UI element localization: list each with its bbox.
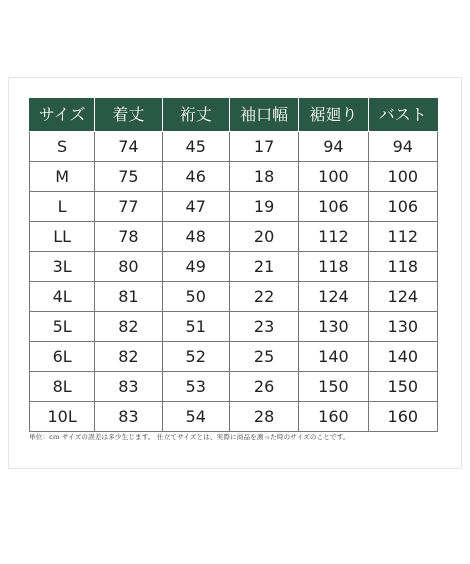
table-row [30, 342, 438, 372]
table-cell: 124 [368, 282, 437, 312]
size-label-cell: 5L [30, 312, 95, 342]
table-row [30, 252, 438, 282]
table-cell: 83 [95, 402, 162, 432]
table-cell: 83 [95, 372, 162, 402]
table-row [30, 222, 438, 252]
table-cell: 82 [95, 342, 162, 372]
table-cell: 49 [162, 252, 229, 282]
table-row [30, 282, 438, 312]
table-cell: 78 [95, 222, 162, 252]
table-cell: 28 [229, 402, 298, 432]
table-cell: 82 [95, 312, 162, 342]
table-cell: 54 [162, 402, 229, 432]
footnote: 単位：cｍ サイズの誤差は多少生じます。 仕立てサイズとは、実際に商品を測った時のサイズのことです。 [29, 433, 350, 441]
table-cell: 80 [95, 252, 162, 282]
table-cell: 53 [162, 372, 229, 402]
header-bust: バスト [368, 99, 437, 132]
size-label-cell: S [30, 132, 95, 162]
table-cell: 77 [95, 192, 162, 222]
header-length: 着丈 [95, 99, 162, 132]
table-row [30, 192, 438, 222]
table-cell: 51 [162, 312, 229, 342]
table-cell: 160 [368, 402, 437, 432]
table-cell: 94 [368, 132, 437, 162]
size-label-cell: 10L [30, 402, 95, 432]
table-cell: 20 [229, 222, 298, 252]
size-label-cell: 4L [30, 282, 95, 312]
size-chart-panel [8, 77, 462, 469]
table-cell: 45 [162, 132, 229, 162]
table-cell: 112 [299, 222, 368, 252]
table-cell: 140 [299, 342, 368, 372]
table-cell: 130 [368, 312, 437, 342]
table-cell: 100 [299, 162, 368, 192]
table-row [30, 132, 438, 162]
table-cell: 118 [368, 252, 437, 282]
table-cell: 100 [368, 162, 437, 192]
header-size: サイズ [30, 99, 95, 132]
table-cell: 140 [368, 342, 437, 372]
table-cell: 112 [368, 222, 437, 252]
table-cell: 150 [368, 372, 437, 402]
table-cell: 50 [162, 282, 229, 312]
size-label-cell: 8L [30, 372, 95, 402]
header-cuff-width: 袖口幅 [229, 99, 298, 132]
table-cell: 150 [299, 372, 368, 402]
table-cell: 94 [299, 132, 368, 162]
table-cell: 25 [229, 342, 298, 372]
table-cell: 106 [368, 192, 437, 222]
table-cell: 75 [95, 162, 162, 192]
table-cell: 48 [162, 222, 229, 252]
table-row [30, 402, 438, 432]
size-label-cell: M [30, 162, 95, 192]
table-header [30, 99, 438, 132]
table-body [30, 132, 438, 432]
table-row [30, 312, 438, 342]
table-row [30, 162, 438, 192]
table-cell: 23 [229, 312, 298, 342]
table-cell: 52 [162, 342, 229, 372]
table-cell: 81 [95, 282, 162, 312]
table-cell: 124 [299, 282, 368, 312]
table-cell: 118 [299, 252, 368, 282]
header-hem-circumference: 裾廻り [299, 99, 368, 132]
table-cell: 21 [229, 252, 298, 282]
table-cell: 19 [229, 192, 298, 222]
header-row [30, 99, 438, 132]
table-cell: 26 [229, 372, 298, 402]
table-row [30, 372, 438, 402]
table-cell: 74 [95, 132, 162, 162]
table-cell: 18 [229, 162, 298, 192]
table-cell: 46 [162, 162, 229, 192]
table-cell: 47 [162, 192, 229, 222]
size-label-cell: 3L [30, 252, 95, 282]
table-cell: 106 [299, 192, 368, 222]
table-cell: 130 [299, 312, 368, 342]
table-cell: 160 [299, 402, 368, 432]
table-cell: 22 [229, 282, 298, 312]
size-label-cell: 6L [30, 342, 95, 372]
table-cell: 17 [229, 132, 298, 162]
header-sleeve-length: 裄丈 [162, 99, 229, 132]
size-label-cell: LL [30, 222, 95, 252]
size-table [29, 98, 438, 432]
size-label-cell: L [30, 192, 95, 222]
